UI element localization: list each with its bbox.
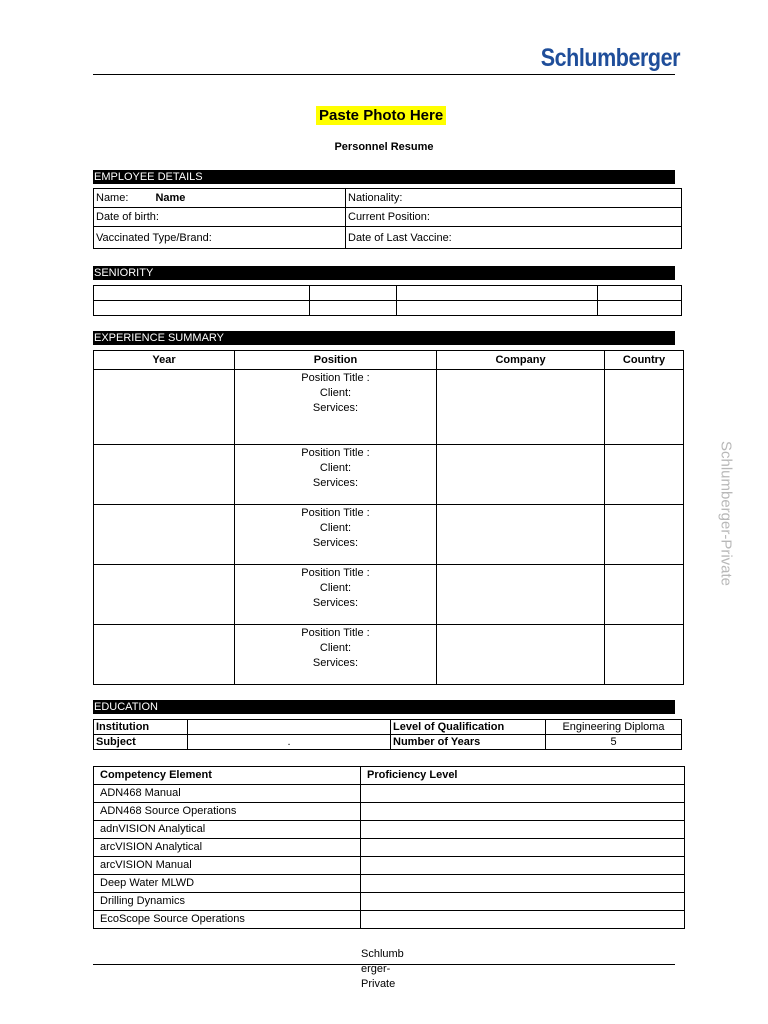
services-label: Services: <box>312 657 359 669</box>
seniority-cell <box>310 286 397 301</box>
competency-item: adnVISION Analytical <box>94 821 361 839</box>
subject-label: Subject <box>94 735 188 750</box>
seniority-header: SENIORITY <box>93 266 675 280</box>
experience-row <box>94 625 684 685</box>
vaccine-cell <box>94 227 346 249</box>
current-position-label: Current Position: <box>348 211 430 223</box>
proficiency-cell <box>361 857 685 875</box>
company-cell <box>437 370 605 445</box>
experience-summary-header: EXPERIENCE SUMMARY <box>93 331 675 345</box>
year-cell <box>94 505 235 565</box>
experience-row <box>94 445 684 505</box>
name-cell <box>94 189 346 208</box>
name-label: Name: <box>96 192 129 204</box>
competency-row <box>94 911 685 929</box>
position-title-label: Position Title : <box>301 507 370 519</box>
position-title-label: Position Title : <box>301 372 370 384</box>
position-title-label: Position Title : <box>301 447 370 459</box>
years-value: 5 <box>546 735 682 750</box>
seniority-table <box>93 285 682 316</box>
position-title-label: Position Title : <box>301 567 370 579</box>
competency-row <box>94 857 685 875</box>
seniority-cell <box>94 301 310 316</box>
position-cell <box>235 625 437 685</box>
document-title: Personnel Resume <box>334 141 434 153</box>
services-label: Services: <box>312 402 359 414</box>
seniority-cell <box>598 286 682 301</box>
year-cell <box>94 370 235 445</box>
footer-line: Private <box>361 978 396 990</box>
proficiency-level-header: Proficiency Level <box>361 767 685 785</box>
proficiency-cell <box>361 875 685 893</box>
client-label: Client: <box>319 462 352 474</box>
employee-details-table <box>93 188 682 249</box>
competency-row <box>94 875 685 893</box>
competency-row <box>94 821 685 839</box>
company-cell <box>437 505 605 565</box>
footer-line: erger- <box>361 963 391 975</box>
col-year: Year <box>94 351 235 370</box>
nationality-label: Nationality: <box>348 192 403 204</box>
competency-row <box>94 893 685 911</box>
proficiency-cell <box>361 911 685 929</box>
experience-table <box>93 350 684 685</box>
competency-item: ADN468 Source Operations <box>94 803 361 821</box>
competency-item: arcVISION Analytical <box>94 839 361 857</box>
education-header: EDUCATION <box>93 700 675 714</box>
dob-label: Date of birth: <box>96 211 159 223</box>
position-cell <box>235 445 437 505</box>
experience-row <box>94 505 684 565</box>
client-label: Client: <box>319 522 352 534</box>
last-vaccine-cell <box>346 227 682 249</box>
employee-details-header: EMPLOYEE DETAILS <box>93 170 675 184</box>
proficiency-cell <box>361 821 685 839</box>
client-label: Client: <box>319 582 352 594</box>
position-cell <box>235 565 437 625</box>
year-cell <box>94 445 235 505</box>
photo-placeholder: Paste Photo Here <box>316 106 446 125</box>
level-value: Engineering Diploma <box>546 720 682 735</box>
col-company: Company <box>437 351 605 370</box>
institution-label: Institution <box>94 720 188 735</box>
education-table <box>93 719 682 750</box>
dob-cell <box>94 208 346 227</box>
competency-row <box>94 803 685 821</box>
nationality-cell <box>346 189 682 208</box>
years-label: Number of Years <box>391 735 546 750</box>
last-vaccine-label: Date of Last Vaccine: <box>348 231 452 244</box>
private-watermark-text: Schlumberger-Private <box>717 440 735 587</box>
company-cell <box>437 625 605 685</box>
company-cell <box>437 565 605 625</box>
schlumberger-logo: Schlumberger <box>540 44 680 72</box>
year-cell <box>94 565 235 625</box>
competency-item: EcoScope Source Operations <box>94 911 361 929</box>
col-country: Country <box>605 351 684 370</box>
competency-item: Drilling Dynamics <box>94 893 361 911</box>
proficiency-cell <box>361 839 685 857</box>
year-cell <box>94 625 235 685</box>
services-label: Services: <box>312 537 359 549</box>
footer-line: Schlumb <box>361 948 404 960</box>
col-position: Position <box>235 351 437 370</box>
seniority-cell <box>598 301 682 316</box>
seniority-cell <box>397 301 598 316</box>
current-position-cell <box>346 208 682 227</box>
position-cell <box>235 370 437 445</box>
client-label: Client: <box>319 642 352 654</box>
position-cell <box>235 505 437 565</box>
client-label: Client: <box>319 387 352 399</box>
country-cell <box>605 565 684 625</box>
level-label: Level of Qualification <box>391 720 546 735</box>
institution-value <box>188 720 391 735</box>
country-cell <box>605 445 684 505</box>
competency-table <box>93 766 685 929</box>
experience-row <box>94 565 684 625</box>
competency-item: ADN468 Manual <box>94 785 361 803</box>
country-cell <box>605 505 684 565</box>
competency-item: Deep Water MLWD <box>94 875 361 893</box>
competency-row <box>94 839 685 857</box>
header-rule <box>93 74 675 75</box>
experience-row <box>94 370 684 445</box>
position-title-label: Position Title : <box>301 627 370 639</box>
competency-row <box>94 785 685 803</box>
services-label: Services: <box>312 477 359 489</box>
competency-element-header: Competency Element <box>94 767 361 785</box>
proficiency-cell <box>361 893 685 911</box>
seniority-cell <box>397 286 598 301</box>
subject-value: . <box>188 735 391 750</box>
country-cell <box>605 370 684 445</box>
company-cell <box>437 445 605 505</box>
proficiency-cell <box>361 803 685 821</box>
footer-classification <box>361 947 421 992</box>
vaccine-label: Vaccinated Type/Brand: <box>96 231 212 244</box>
country-cell <box>605 625 684 685</box>
seniority-cell <box>94 286 310 301</box>
seniority-cell <box>310 301 397 316</box>
competency-item: arcVISION Manual <box>94 857 361 875</box>
services-label: Services: <box>312 597 359 609</box>
name-value: Name <box>155 192 186 204</box>
proficiency-cell <box>361 785 685 803</box>
